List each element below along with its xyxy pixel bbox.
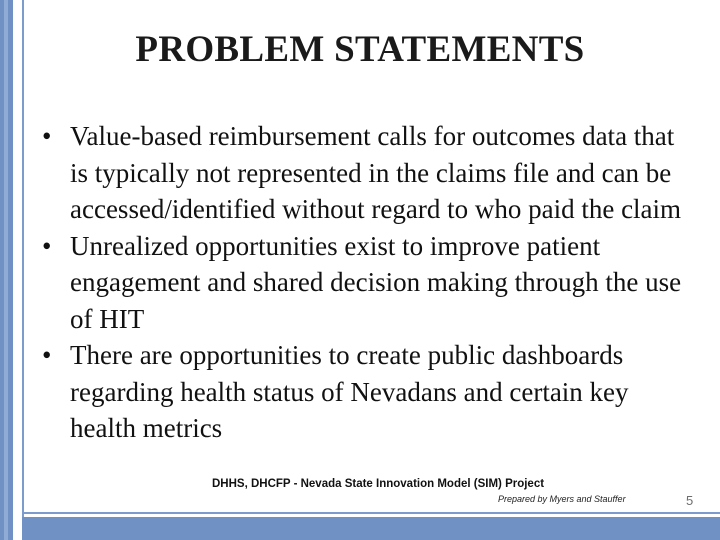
bullet-text: There are opportunities to create public dashboards regarding health status of Nevadans and certain key health metrics [70, 340, 629, 443]
bullet-dot: • [42, 340, 52, 370]
bullet-item [34, 337, 694, 447]
bullet-item [34, 118, 694, 228]
bottom-accent-line [22, 512, 720, 514]
bullet-list [34, 118, 694, 447]
bullet-dot: • [42, 121, 52, 151]
bullet-item [34, 228, 694, 338]
bottom-accent-band [22, 517, 720, 540]
left-accent-bar-highlight [4, 0, 8, 540]
slide-title: PROBLEM STATEMENTS [135, 29, 585, 70]
bullet-text: Value-based reimbursement calls for outcomes data that is typically not represented in the claims file and can be accessed/identified without regard to who paid the claim [70, 121, 682, 224]
footer-prepared-by: Prepared by Myers and Stauffer [498, 494, 626, 504]
footer-project-label: DHHS, DHCFP - Nevada State Innovation Model (SIM) Project [212, 478, 545, 490]
left-accent-line [22, 0, 24, 540]
page-number: 5 [686, 493, 694, 508]
bullet-dot: • [42, 230, 52, 261]
bullet-text: Unrealized opportunities exist to improve patient engagement and shared decision making through the use of HIT [70, 230, 682, 334]
